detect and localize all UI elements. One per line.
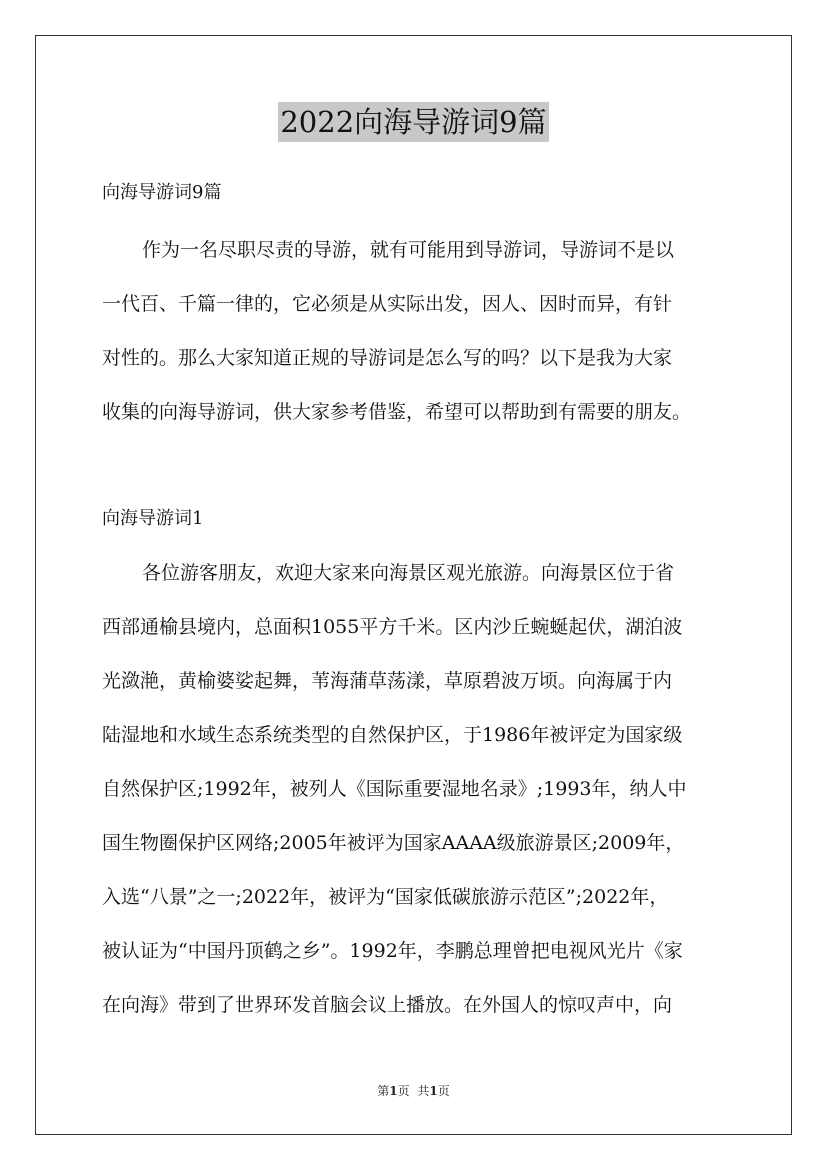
document-subtitle: 向海导游词9篇 [102, 182, 222, 203]
total-pages: 1 [429, 1084, 438, 1098]
section-line: 陆湿地和水域生态系统类型的自然保护区，于1986年被评定为国家级 [102, 724, 683, 746]
intro-line: 一代百、千篇一律的，它必须是从实际出发，因人、因时而异，有针 [102, 293, 673, 315]
intro-line: 作为一名尽职尽责的导游，就有可能用到导游词，导游词不是以 [142, 239, 675, 261]
page-suffix: 页 [397, 1084, 410, 1098]
section-heading: 向海导游词1 [102, 508, 204, 529]
section-line: 西部通榆县境内，总面积1055平方千米。区内沙丘蜿蜒起伏，湖泊波 [102, 616, 683, 638]
section-line: 被认证为“中国丹顶鹤之乡”。1992年，李鹏总理曾把电视风光片《家 [102, 940, 683, 962]
section-line: 在向海》带到了世界环发首脑会议上播放。在外国人的惊叹声中，向 [102, 994, 673, 1016]
section-line: 自然保护区;1992年，被列人《国际重要湿地名录》;1993年，纳人中 [102, 778, 687, 800]
page-prefix: 第 [377, 1084, 390, 1098]
intro-line: 收集的向海导游词，供大家参考借鉴，希望可以帮助到有需要的朋友。 [102, 401, 692, 423]
page-number: 1 [389, 1084, 398, 1098]
total-prefix: 共 [417, 1084, 430, 1098]
total-suffix: 页 [437, 1084, 450, 1098]
section-line: 国生物圈保护区网络;2005年被评为国家AAAA级旅游景区;2009年， [102, 832, 685, 854]
page-footer [0, 1083, 827, 1099]
section-line: 各位游客朋友，欢迎大家来向海景区观光旅游。向海景区位于省 [142, 562, 675, 584]
intro-line: 对性的。那么大家知道正规的导游词是怎么写的吗？以下是我为大家 [102, 347, 673, 369]
section-paragraph [102, 546, 728, 1032]
title-container [0, 102, 827, 142]
section-line: 入选“八景”之一;2022年，被评为“国家低碳旅游示范区”;2022年， [102, 886, 669, 908]
section-line: 光潋滟，黄榆婆娑起舞，苇海蒲草荡漾，草原碧波万顷。向海属于内 [102, 670, 673, 692]
document-title: 2022向海导游词9篇 [278, 102, 548, 142]
intro-paragraph [102, 223, 728, 439]
